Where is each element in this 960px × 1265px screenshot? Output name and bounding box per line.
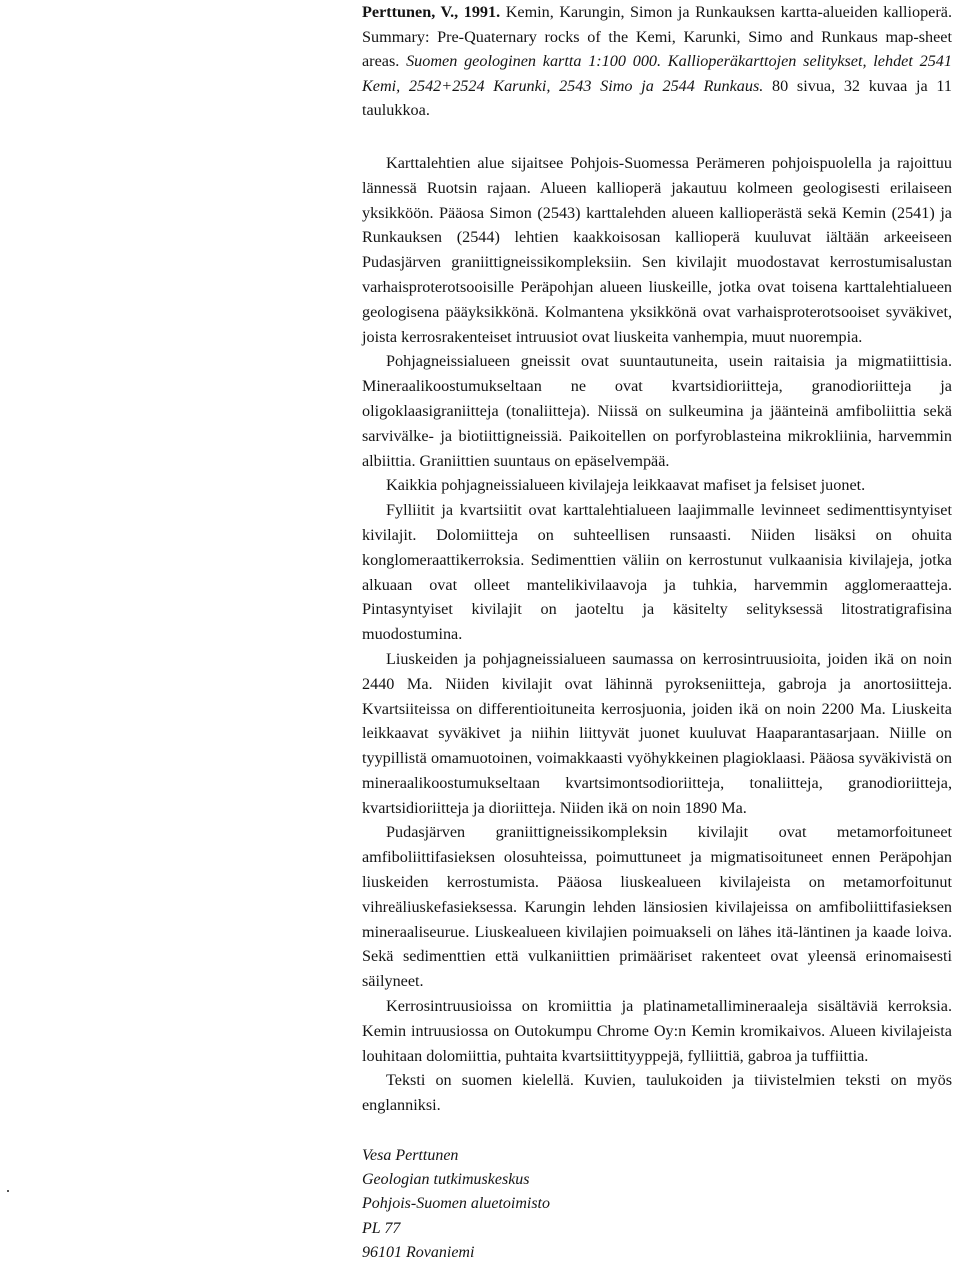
paragraph: Teksti on suomen kielellä. Kuvien, taulukoiden ja tiivistelmien teksti on myös englanniksi. bbox=[362, 1071, 952, 1115]
paragraph: Pohjagneissialueen gneissit ovat suuntautuneita, usein raitaisia ja migmatiittisia. Mineraalikoostumukseltaan ne ovat kvartsidioriitteja, granodioriitteja ja oligoklaasigraniitteja (tonaliitteja). Niissä on sulkeumina ja jäänteinä amfiboliittia sekä sarvivälke- ja biotiittigneissiä. Paikoitellen on porfyroblasteina mikrokliinia, harvemmin albiittia. Graniittien suuntaus on epäselvempää. bbox=[362, 352, 952, 470]
bibliographic-reference bbox=[362, 0, 952, 123]
paragraph: Pudasjärven graniittigneissikompleksin kivilajit ovat metamorfoituneet amfiboliittifasieksen olosuhteissa, poimuttuneet ja migmatisoituneet ennen Peräpohjan liuskeiden kerrostumista. Pääosa liuskealueen kivilajeista on metamorfoitunut vihreäliuskefasieksessa. Karungin lehden länsiosien kivilajeissa on amfiboliittifasieksen mineraaliseurue. Liuskealueen kivilajien poimuakseli on lähes itä-läntinen ja kaade loiva. Sekä sedimenttien että vulkaniittien primääriset rakenteet ovat yleensä erinomaisesti säilyneet. bbox=[362, 823, 952, 991]
paragraph: Karttalehtien alue sijaitsee Pohjois-Suomessa Perämeren pohjoispuolella ja rajoittuu lännessä Ruotsin rajaan. Alueen kallioperä jakautuu kolmeen geologisesti erilaiseen yksikköön. Pääosa Simon (2543) karttalehden alueen kallioperästä sekä Kemin (2541) ja Runkauksen (2544) lehtien kaakkoisosan kallioperä kuuluvat iältään arkeeiseen Pudasjärven graniittigneissikompleksiin. Sen kivilajit muodostavat kerrostumisalustan varhaisproterotsooisille Peräpohjan alueen liuskeille, jotka ovat toisena karttalehtialueen geologisena pääyksikkönä. Kolmantena yksikkönä ovat varhaisproterotsooiset syväkivet, joista kerrosrakenteiset intruusiot ovat liuskeita vanhempia, muut nuorempia. bbox=[362, 153, 952, 346]
author-address bbox=[362, 1144, 952, 1265]
author-year: Perttunen, V., 1991. bbox=[362, 3, 501, 21]
reference-title: Kemin, Karungin, Simon ja Runkauksen kartta-alueiden kallioperä. Summary: Pre-Quaternary rocks of the Kemi, Karunki, Simo and Runkaus map-sheet areas. bbox=[362, 3, 952, 71]
scan-speck bbox=[7, 1190, 9, 1192]
address-name: Vesa Perttunen bbox=[362, 1147, 459, 1165]
abstract-page bbox=[362, 0, 952, 1265]
address-postal-code: 96101 Rovaniemi bbox=[362, 1243, 475, 1261]
paragraph: Fylliitit ja kvartsiitit ovat karttalehtialueen laajimmalle levinneet sedimenttisyntyiset kivilajit. Dolomiitteja on suhteellisen runsaasti. Niiden lisäksi on ohuita konglomeraattikerroksia. Sedimenttien väliin on kerrostunut vulkaanisia kivilajeja, jotka alkuaan ovat olleet mantelikivilaavoja ja tuhkia, harvemmin agglomeraatteja. Pintasyntyiset kivilajit on jaoteltu ja käsitelty selityksessä litostratigrafisina muodostumina. bbox=[362, 501, 952, 644]
paragraph: Kerrosintruusioissa on kromiittia ja platinametallimineraaleja sisältäviä kerroksia. Kemin intruusiossa on Outokumpu Chrome Oy:n Kemin kromikaivos. Alueen kivilajeista louhitaan dolomiittia, puhtaita kvartsiittityyppejä, fylliittiä, gabroa ja tuffiittia. bbox=[362, 997, 952, 1065]
abstract-body bbox=[362, 151, 952, 1118]
paragraph: Kaikkia pohjagneissialueen kivilajeja leikkaavat mafiset ja felsiset juonet. bbox=[386, 476, 866, 495]
address-office: Pohjois-Suomen aluetoimisto bbox=[362, 1195, 550, 1213]
address-po-box: PL 77 bbox=[362, 1219, 401, 1237]
reference-series: Suomen geologinen kartta 1:100 000. Kallioperäkarttojen selitykset, lehdet 2541 Kemi, 2542+2524 Karunki, 2543 Simo ja 2544 Runkaus. bbox=[362, 52, 952, 95]
paragraph: Liuskeiden ja pohjagneissialueen saumassa on kerrosintruusioita, joiden ikä on noin 2440 Ma. Niiden kivilajit ovat lähinnä pyrokseniitteja, gabroja ja anortosiitteja. Kvartsiiteissa on differentioituneita kerrosjuonia, joiden ikä on noin 2200 Ma. Liuskeita leikkaavat syväkivet ja niihin liittyvät juonet kuuluvat Haaparantasarjaan. Niille on tyypillistä omamuotoinen, voimakkaasti vyöhykkeinen plagioklaasi. Pääosa syväkivistä on mineraalikoostumukseltaan kvartsimontsodioriitteja, tonaliitteja, granodioriitteja, kvartsidioriitteja ja dioriitteja. Niiden ikä on noin 1890 Ma. bbox=[362, 649, 952, 817]
address-institution: Geologian tutkimuskeskus bbox=[362, 1171, 530, 1189]
reference-pages: 80 sivua, 32 kuvaa ja 11 taulukkoa. bbox=[362, 76, 953, 120]
